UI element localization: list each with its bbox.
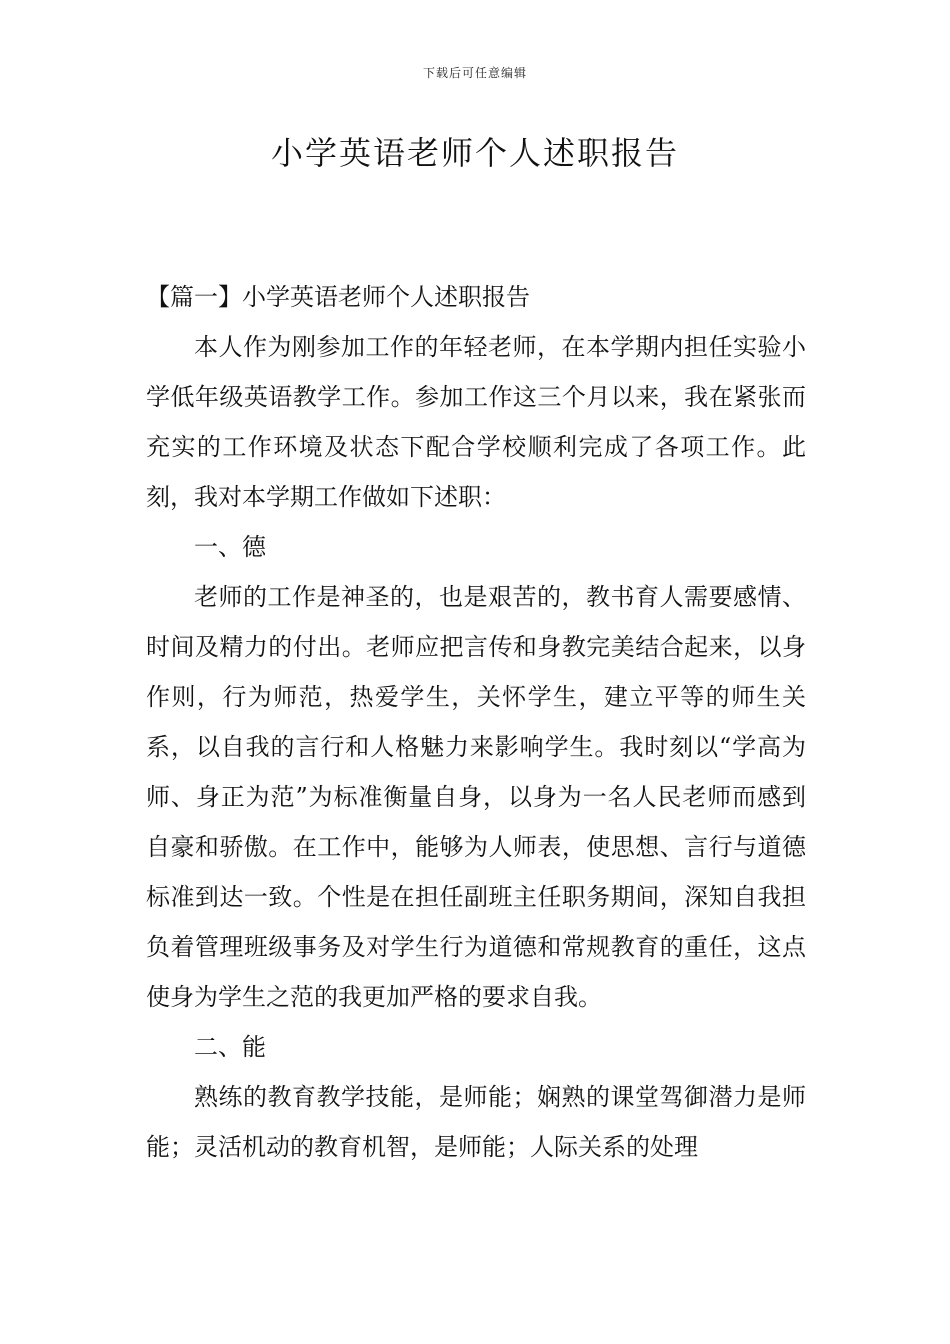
header-note: 下载后可任意编辑 <box>422 66 527 80</box>
document-title: 小学英语老师个人述职报告 <box>270 134 679 172</box>
subheading-ability: 二、能 <box>194 1033 266 1061</box>
document-body <box>146 272 806 1172</box>
section-heading: 【篇一】小学英语老师个人述职报告 <box>146 283 530 311</box>
paragraph-virtue: 老师的工作是神圣的，也是艰苦的，教书育人需要感情、时间及精力的付出。老师应把言传和身教完美结合起来，以身作则，行为师范，热爱学生，关怀学生，建立平等的师生关系，以自我的言行和人格魅力来影响学生。我时刻以“学高为师、身正为范”为标准衡量自身，以身为一名人民老师而感到自豪和骄傲。在工作中，能够为人师表，使思想、言行与道德标准到达一致。个性是在担任副班主任职务期间，深知自我担负着管理班级事务及对学生行为道德和常规教育的重任，这点使身为学生之范的我更加严格的要求自我。 <box>146 583 806 1011</box>
paragraph-ability: 熟练的教育教学技能，是师能；娴熟的课堂驾御潜力是师能；灵活机动的教育机智，是师能；人际关系的处理 <box>146 1083 806 1161</box>
subheading-virtue: 一、德 <box>194 533 266 561</box>
paragraph-intro: 本人作为刚参加工作的年轻老师，在本学期内担任实验小学低年级英语教学工作。参加工作这三个月以来，我在紧张而充实的工作环境及状态下配合学校顺利完成了各项工作。此刻，我对本学期工作做如下述职： <box>146 333 806 511</box>
